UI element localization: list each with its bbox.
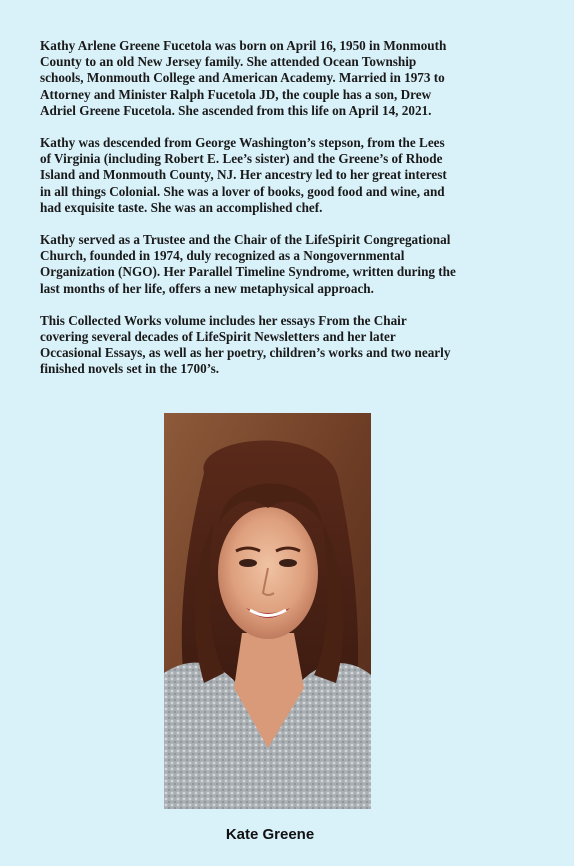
biography-paragraph-1: Kathy Arlene Greene Fucetola was born on April 16, 1950 in Monmouth County to an old New Jersey family. She attended Ocean Township schools, Monmouth College and American Academy. Married in 1973 to Attorney and Minister Ralph Fucetola JD, the couple has a son, Drew Adriel Greene Fucetola. She ascended from this life on April 14, 2021. <box>40 38 447 118</box>
portrait-photo <box>164 413 371 809</box>
biography-paragraph-4: This Collected Works volume includes her essays From the Chair covering several decades of LifeSpirit Newsletters and her later Occasional Essays, as well as her poetry, children’s works and two nearly finished novels set in the 1700’s. <box>40 312 451 377</box>
portrait-caption: Kate Greene <box>225 826 315 843</box>
biography-paragraph-2: Kathy was descended from George Washington’s stepson, from the Lees of Virginia (including Robert E. Lee’s sister) and the Greene’s of Rhode Island and Monmouth County, NJ. Her ancestry led to her great interest in all things Colonial. She was a lover of books, good food and wine, and had exquisite taste. She was an accomplished chef. <box>40 135 447 215</box>
biography-paragraph-3: Kathy served as a Trustee and the Chair of the LifeSpirit Congregational Church, founded in 1974, duly recognized as a Nongovernmental Organization (NGO). Her Parallel Timeline Syndrome, written during the last months of her life, offers a new metaphysical approach. <box>40 232 456 296</box>
biography-text <box>40 38 532 394</box>
